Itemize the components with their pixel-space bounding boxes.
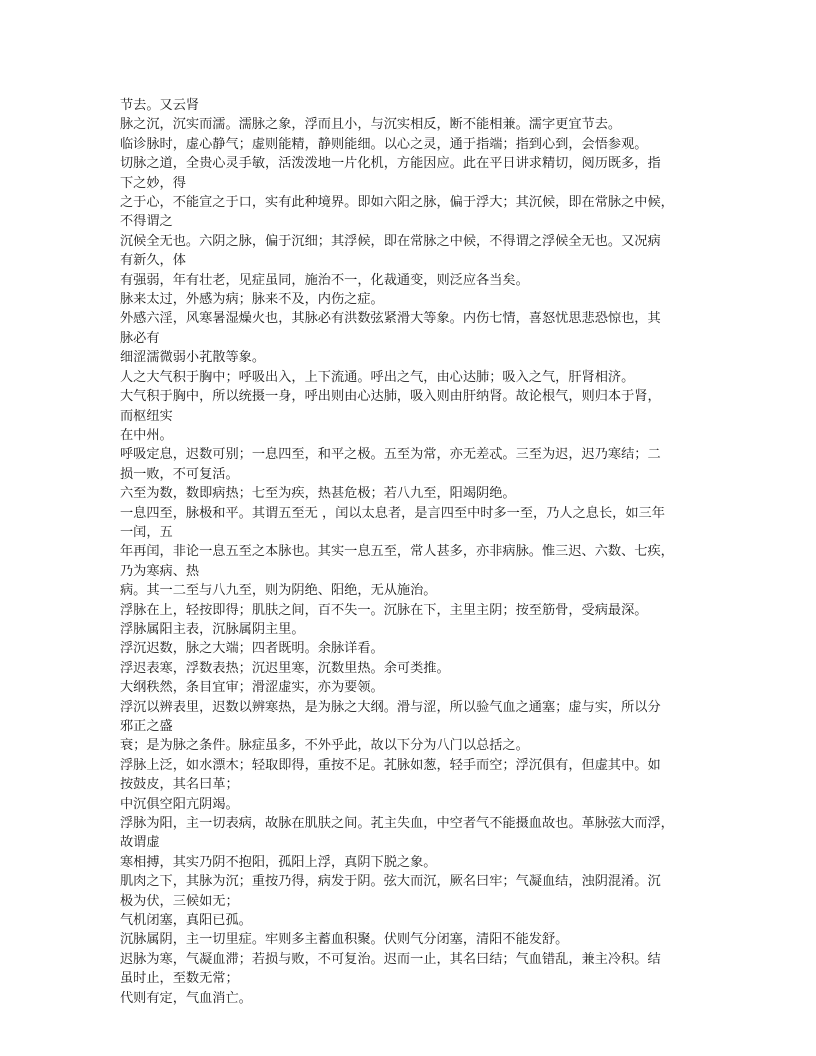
text-line: 寒相搏，其实乃阴不抱阳，孤阳上浮，真阴下脱之象。	[120, 854, 437, 870]
text-line: 大气积于胸中，所以统摄一身，呼出则由心达肺，吸入则由肝纳肾。故论根气，则归本于肾，	[120, 389, 661, 405]
text-line: 一息四至，脉极和平。其谓五至无 ，闰以太息者，是言四至中时多一至，乃人之息长，如三年	[120, 505, 665, 521]
document-page	[120, 96, 704, 1008]
text-line: 病。其一二至与八九至，则为阴绝、阳绝，无从施治。	[120, 583, 437, 599]
text-line: 呼吸定息，迟数可别；一息四至，和平之极。五至为常，亦无差忒。三至为迟，迟乃寒结；二	[120, 447, 661, 463]
text-line: 不得谓之	[120, 214, 173, 230]
text-line: 一闰，五	[120, 524, 173, 540]
text-line: 浮脉属阳主表，沉脉属阴主里。	[120, 621, 305, 637]
text-line: 中沉俱空阳亢阴竭。	[120, 796, 239, 812]
text-line: 有强弱，年有壮老，见症虽同，施治不一，化裁通变，则泛应各当矣。	[120, 272, 529, 288]
text-line: 代则有定，气血消亡。	[120, 990, 252, 1006]
text-line: 下之妙，得	[120, 175, 186, 191]
text-line: 迟脉为寒，气凝血滞；若损与败，不可复治。迟而一止，其名曰结；气血错乱，兼主冷积。结	[120, 951, 661, 967]
text-line: 大纲秩然，条目宜审；滑涩虚实，亦为要领。	[120, 680, 384, 696]
text-line: 六至为数，数即病热；七至为疾，热甚危极；若八九至，阳竭阴绝。	[120, 486, 516, 502]
text-line: 损一败，不可复活。	[120, 466, 239, 482]
text-line: 外感六淫，风寒暑湿燥火也，其脉必有洪数弦紧滑大等象。内伤七情，喜怒忧思悲恐惊也，其	[120, 311, 661, 327]
text-line: 之于心，不能宣之于口，实有此种境界。即如六阳之脉，偏于浮大；其沉候，即在常脉之中候，	[120, 195, 674, 211]
text-line: 邪正之盛	[120, 719, 173, 734]
text-line: 临诊脉时，虚心静气；虚则能精，静则能细。以心之灵，通于指端；指到心到，会悟参观。	[120, 136, 648, 152]
text-line: 故谓虚	[120, 835, 160, 851]
text-line: 衰；是为脉之条件。脉症虽多，不外乎此，故以下分为八门以总括之。	[120, 738, 529, 754]
text-line: 浮迟表寒，浮数表热；沉迟里寒，沉数里热。余可类推。	[120, 660, 450, 676]
text-line: 细涩濡微弱小芤散等象。	[120, 350, 266, 366]
text-line: 节去。又云肾	[120, 98, 200, 113]
text-line: 极为伏，三候如无；	[120, 893, 239, 909]
text-line: 按鼓皮，其名曰革；	[120, 777, 239, 793]
text-line: 浮沉以辨表里，迟数以辨寒热，是为脉之大纲。滑与涩，所以验气血之通塞；虚与实，所以分	[120, 699, 661, 715]
text-line: 年再闰，非论一息五至之本脉也。其实一息五至，常人甚多，亦非病脉。惟三迟、六数、七疾，	[120, 544, 674, 560]
text-line: 在中州。	[120, 427, 173, 443]
text-line: 人之大气积于胸中；呼吸出入，上下流通。呼出之气，由心达肺；吸入之气，肝肾相济。	[120, 369, 635, 385]
text-line: 气机闭塞，真阳已孤。	[120, 913, 252, 929]
text-line: 虽时止，至数无常；	[120, 971, 239, 987]
text-line: 浮脉上泛，如水漂木；轻取即得，重按不足。芤脉如葱，轻手而空；浮沉俱有，但虚其中。如	[120, 757, 661, 773]
text-line: 沉候全无也。六阴之脉，偏于沉细；其浮候，即在常脉之中候，不得谓之浮候全无也。又况病	[120, 233, 661, 249]
text-line: 切脉之道，全贵心灵手敏，活泼泼地一片化机，方能因应。此在平日讲求精切，阅历既多，指	[120, 156, 661, 172]
text-line: 浮脉在上，轻按即得；肌肤之间，百不失一。沉脉在下，主里主阴；按至筋骨，受病最深。	[120, 602, 648, 618]
text-line: 脉之沉，沉实而濡。濡脉之象，浮而且小，与沉实相反，断不能相兼。濡字更宜节去。	[120, 117, 622, 133]
text-line: 脉必有	[120, 330, 160, 346]
text-line: 有新久，体	[120, 253, 186, 269]
text-line: 而枢纽实	[120, 408, 173, 424]
text-line: 肌肉之下，其脉为沉；重按乃得，病发于阴。弦大而沉，厥名曰牢；气凝血结，浊阴混淆。沉	[120, 874, 661, 890]
text-line: 浮脉为阳，主一切表病，故脉在肌肤之间。芤主失血，中空者气不能摄血故也。革脉弦大而浮，	[120, 816, 674, 832]
text-line: 脉来太过，外感为病；脉来不及，内伤之症。	[120, 292, 384, 308]
text-line: 乃为寒病、热	[120, 563, 200, 579]
text-line: 沉脉属阴，主一切里症。牢则多主蓄血积聚。伏则气分闭塞，清阳不能发舒。	[120, 932, 569, 948]
text-line: 浮沉迟数，脉之大端；四者既明。余脉详看。	[120, 641, 384, 657]
